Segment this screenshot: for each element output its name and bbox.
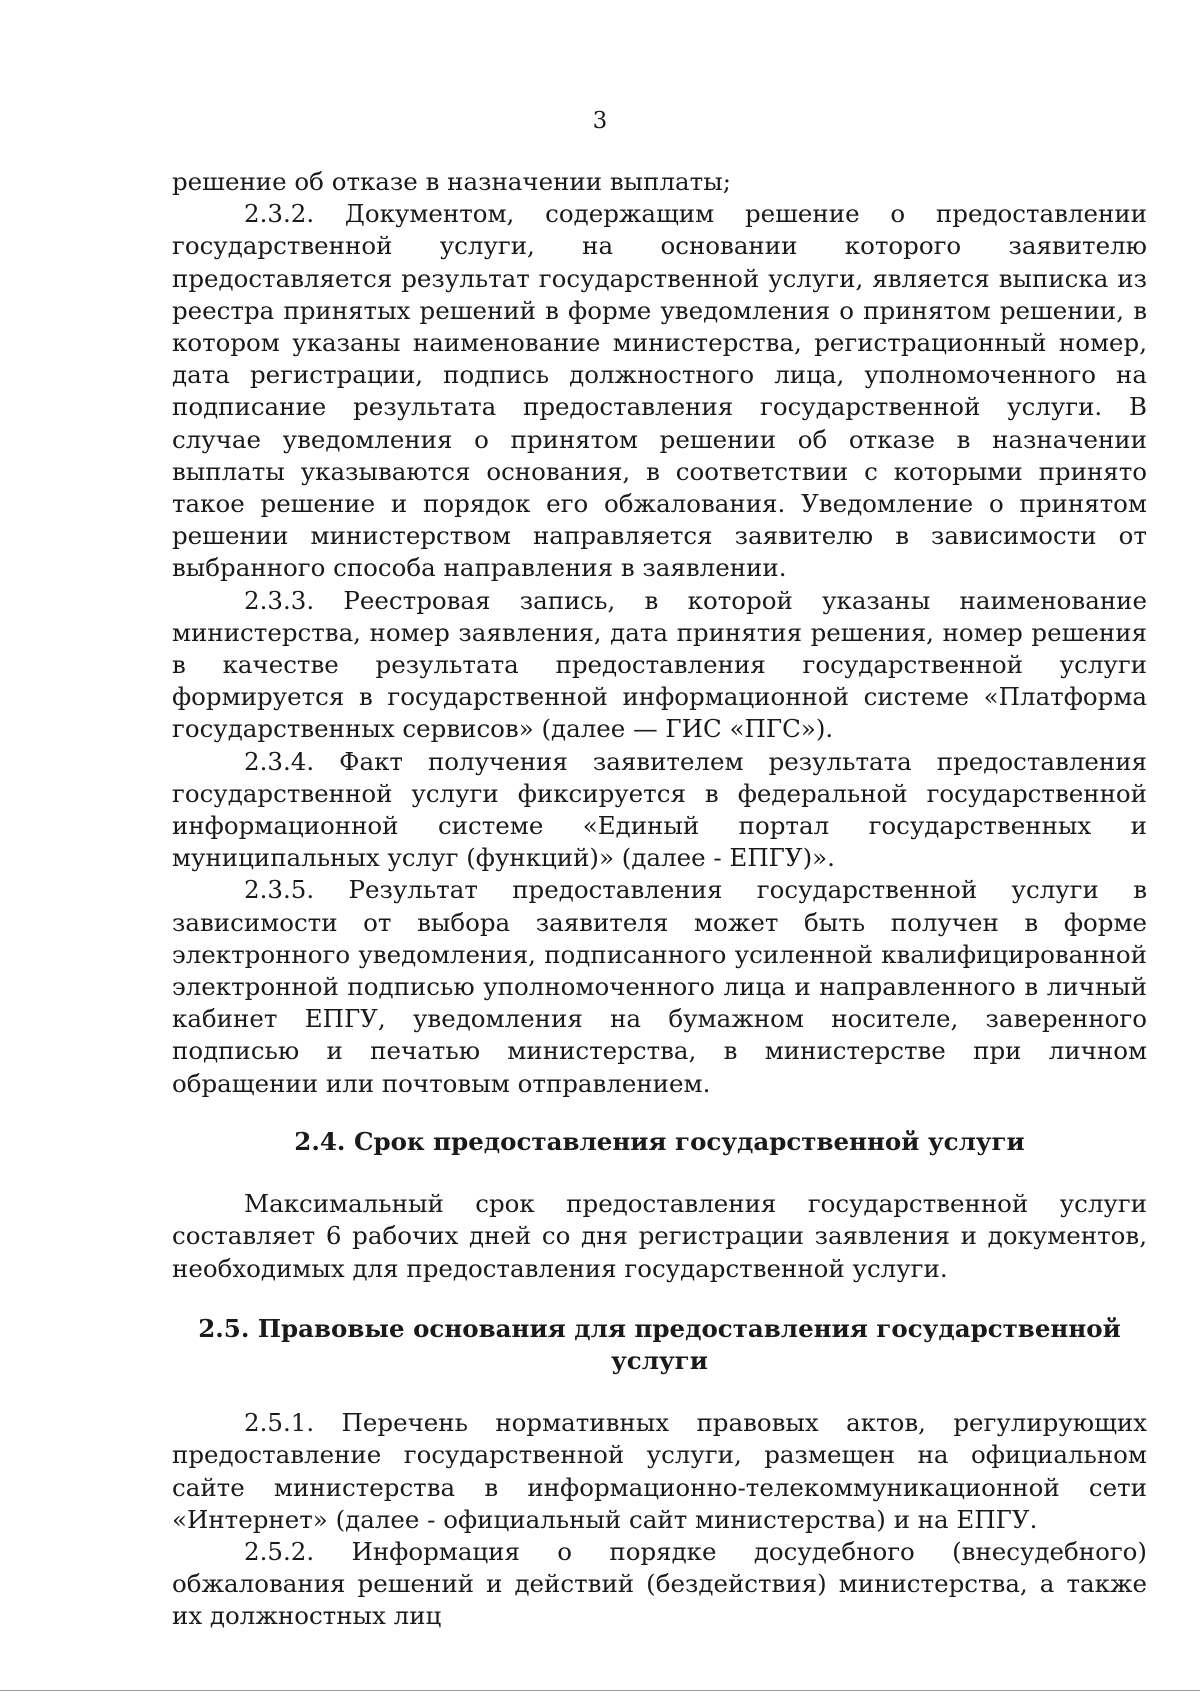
paragraph-2-3-2: 2.3.2. Документом, содержащим решение о предоставлении государственной услуги, на основании которого заявителю предоставляется результат государственной услуги, является выписка из реестра принятых решений в форме уведомления о принятом решении, в котором указаны наименование министерства, регистрационный номер, дата регистрации, подпись должностного лица, уполномоченного на подписание результата предоставления государственной услуги. В случае уведомления о принятом решении об отказе в назначении выплаты указываются основания, в соответствии с которыми принято такое решение и порядок его обжалования. Уведомление о принятом решении министерством направляется заявителю в зависимости от выбранного способа направления в заявлении. xyxy=(172,199,1147,583)
paragraph-2-4: Максимальный срок предоставления государственной услуги составляет 6 рабочих дней со дня регистрации заявления и документов, необходимых для предоставления государственной услуги. xyxy=(172,1189,1147,1283)
paragraph-continuation: решение об отказе в назначении выплаты; xyxy=(172,167,731,196)
paragraph-2-5-2: 2.5.2. Информация о порядке досудебного (внесудебного) обжалования решений и действий (бездействия) министерства, а также их должностных лиц xyxy=(172,1536,1147,1631)
document-body xyxy=(172,166,1147,1633)
paragraph-2-5-1: 2.5.1. Перечень нормативных правовых актов, регулирующих предоставление государственной услуги, размещен на официальном сайте министерства в информационно-телекоммуникационной сети «Интернет» (далее - официальный сайт министерства) и на ЕПГУ. xyxy=(172,1408,1147,1534)
paragraph-2-3-3: 2.3.3. Реестровая запись, в которой указаны наименование министерства, номер заявления, дата принятия решения, номер решения в качестве результата предоставления государственной услуги формируется в государственной информационной системе «Платформа государственных сервисов» (далее — ГИС «ПГС»). xyxy=(172,585,1147,744)
paragraph-2-3-5: 2.3.5. Результат предоставления государственной услуги в зависимости от выбора заявителя может быть получен в форме электронного уведомления, подписанного усиленной квалифицированной электронной подписью уполномоченного лица и направленного в личный кабинет ЕПГУ, уведомления на бумажном носителе, заверенного подписью и печатью министерства, в министерстве при личном обращении или почтовым отправлением. xyxy=(172,875,1147,1098)
scan-edge-line xyxy=(0,1690,1200,1691)
paragraph-2-3-4: 2.3.4. Факт получения заявителем результата предоставления государственной услуги фиксируется в федеральной государственной информационной системе «Единый портал государственных и муниципальных услуг (функций)» (далее - ЕПГУ)». xyxy=(172,746,1147,873)
section-heading-2-4: 2.4. Срок предоставления государственной услуги xyxy=(294,1126,1025,1156)
page-number: 3 xyxy=(592,108,608,134)
section-heading-2-5: 2.5. Правовые основания для предоставления государственной услуги xyxy=(198,1313,1121,1375)
